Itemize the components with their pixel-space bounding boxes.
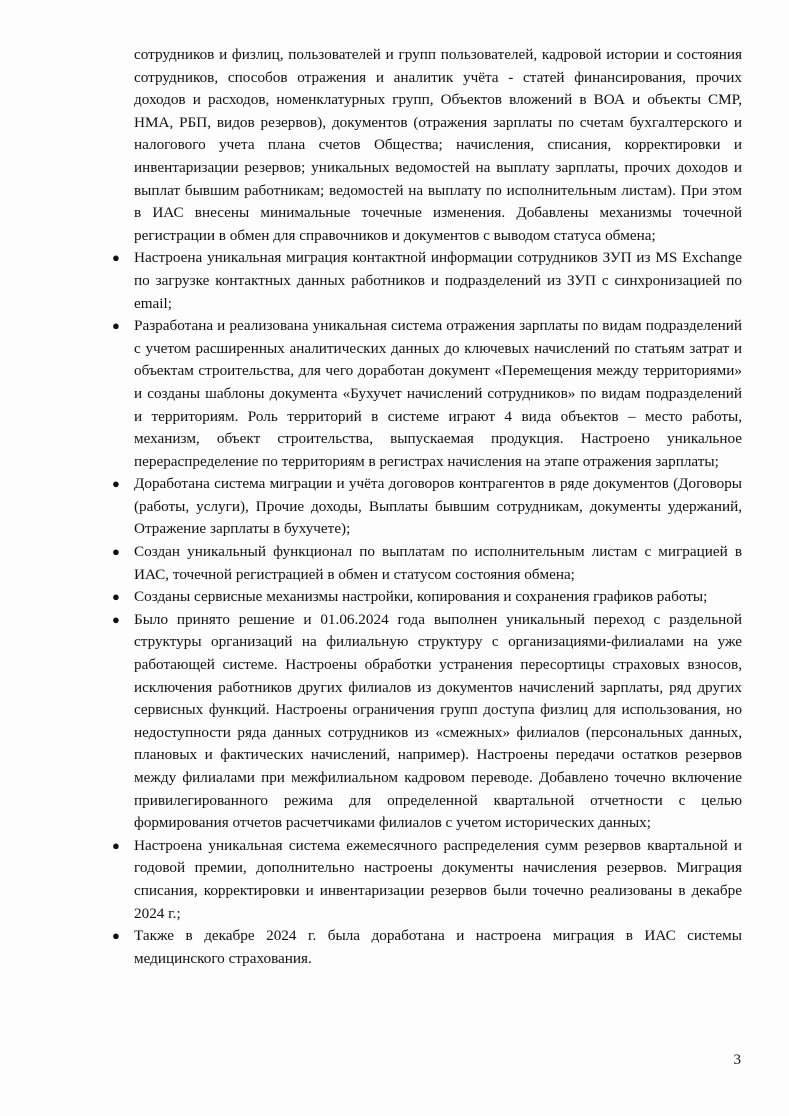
- bullet-icon: ●: [112, 476, 120, 492]
- bullet-list: [112, 247, 742, 970]
- list-item-text: Было принято решение и 01.06.2024 года выполнен уникальный переход с раздельной структуры организаций на филиальную структуру с организациями-филиалами на уже работающей системе. Настроены обработки устранения пересортицы страховых взносов, исключения работников других филиалов из документов начислений зарплаты, ряд других сервисных функций. Настроены ограничения групп доступа физлиц для использования, но недоступности ряда данных сотрудников из «смежных» филиалов (персональных данных, плановых и фактических начислений, например). Настроены передачи остатков резервов между филиалами при межфилиальном кадровом переводе. Добавлено точечно включение привилегированного режима для определенной квартальной отчетности с целью формирования отчетов расчетчиками филиалов с учетом исторических данных;: [134, 610, 742, 832]
- list-item-text: Созданы сервисные механизмы настройки, копирования и сохранения графиков работы;: [134, 588, 708, 606]
- list-item: [112, 247, 742, 315]
- list-item-text: Настроена уникальная система ежемесячного распределения сумм резервов квартальной и годовой премии, дополнительно настроены документы начисления резервов. Миграция списания, корректировки и инвентаризации резервов были точечно реализованы в декабре 2024 г.;: [134, 836, 742, 922]
- bullet-icon: ●: [112, 544, 120, 560]
- list-item-text: Доработана система миграции и учёта договоров контрагентов в ряде документов (Договоры (работы, услуги), Прочие доходы, Выплаты бывшим сотрудникам, документы удержаний, Отражение зарплаты в бухучете);: [134, 475, 742, 538]
- list-item: [112, 473, 742, 541]
- list-item: [112, 609, 742, 835]
- list-item-text: Также в декабре 2024 г. была доработана и настроена миграция в ИАС системы медицинского страхования.: [134, 927, 742, 967]
- document-body: [112, 44, 742, 970]
- list-item: [112, 925, 742, 970]
- bullet-icon: ●: [112, 928, 120, 944]
- bullet-icon: ●: [112, 318, 120, 334]
- list-item: [112, 315, 742, 473]
- bullet-icon: ●: [112, 589, 120, 605]
- list-item: [112, 586, 742, 609]
- list-item: [112, 835, 742, 925]
- bullet-icon: ●: [112, 611, 120, 627]
- list-item-text: Разработана и реализована уникальная система отражения зарплаты по видам подразделений с учетом расширенных аналитических данных до ключевых начислений по статьям затрат и объектам строительства, для чего доработан документ «Перемещения между территориями» и созданы шаблоны документа «Бухучет начислений сотрудников» по видам подразделений и территориям. Роль территорий в системе играют 4 вида объектов – место работы, механизм, объект строительства, выпускаемая продукция. Настроено уникальное перераспределение по территориям в регистрах начисления на этапе отражения зарплаты;: [134, 317, 742, 470]
- list-item-text: Создан уникальный функционал по выплатам по исполнительным листам с миграцией в ИАС, точечной регистрацией в обмен и статусом состояния обмена;: [134, 543, 742, 583]
- page-number: 3: [733, 1052, 741, 1068]
- list-item-text: Настроена уникальная миграция контактной информации сотрудников ЗУП из MS Exchange по загрузке контактных данных работников и подразделений из ЗУП с синхронизацией по email;: [134, 249, 742, 312]
- bullet-icon: ●: [112, 250, 120, 266]
- intro-paragraph: сотрудников и физлиц, пользователей и групп пользователей, кадровой истории и состояния сотрудников, способов отражения и аналитик учёта - статей финансирования, прочих доходов и расходов, номенклатурных групп, Объектов вложений в ВОА и объекты СМР, НМА, РБП, видов резервов), документов (отражения зарплаты по счетам бухгалтерского и налогового учета плана счетов Общества; начисления, списания, корректировки и инвентаризации резервов; уникальных ведомостей на выплату зарплаты, прочих доходов и выплат бывшим работникам; ведомостей на выплату по исполнительным листам). При этом в ИАС внесены минимальные точечные изменения. Добавлены механизмы точечной регистрации в обмен для справочников и документов с выводом статуса обмена;: [134, 46, 742, 244]
- list-item: [112, 541, 742, 586]
- bullet-icon: ●: [112, 837, 120, 853]
